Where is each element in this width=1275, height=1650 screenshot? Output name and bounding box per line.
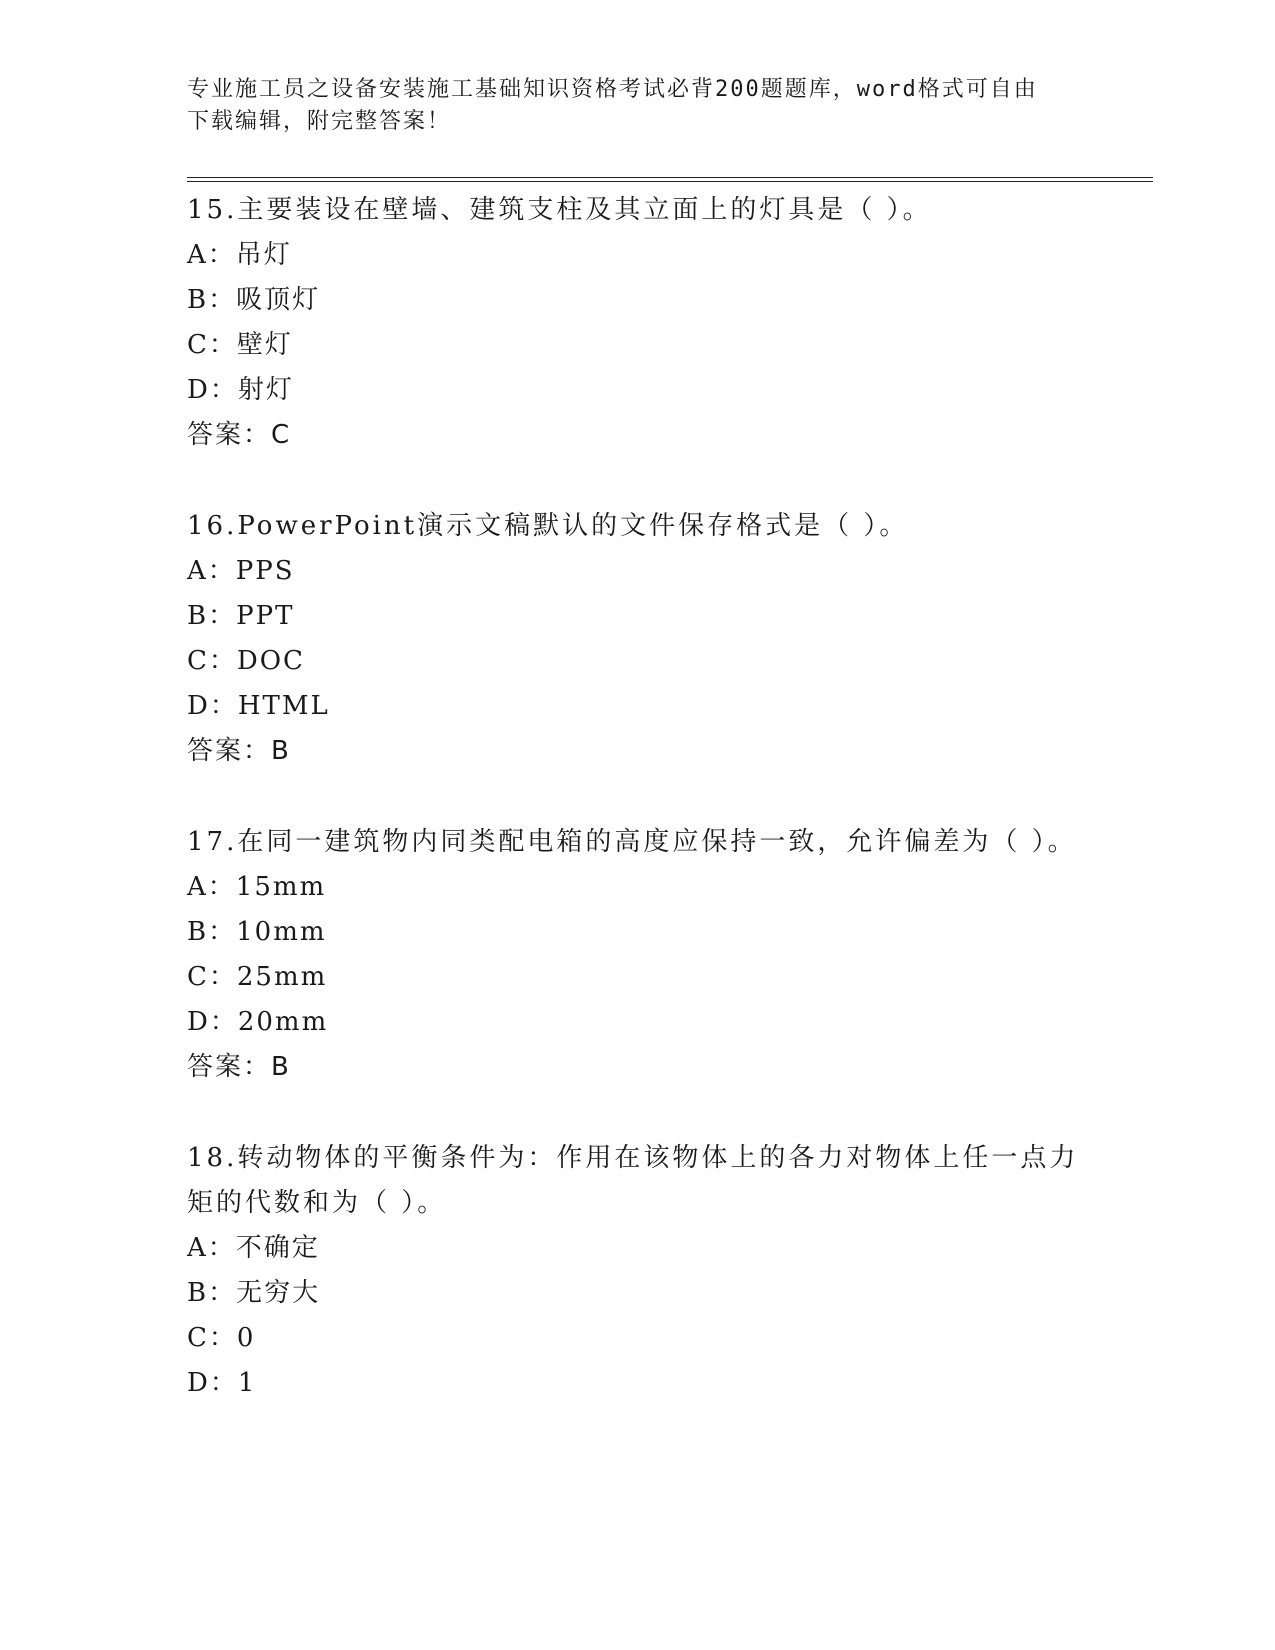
option-b: B：无穷大 (187, 1278, 321, 1308)
header-rule-bottom (187, 181, 1153, 182)
question-16 (187, 504, 1087, 774)
option-d: D：1 (187, 1368, 257, 1398)
question-text: 16.PowerPoint演示文稿默认的文件保存格式是（ ）。 (187, 511, 909, 541)
option-d: D：20mm (187, 1007, 329, 1037)
question-list (187, 188, 1087, 1452)
answer-text: 答案：C (187, 420, 292, 450)
question-15 (187, 188, 1087, 458)
question-17 (187, 820, 1087, 1090)
question-text: 15.主要装设在壁墙、建筑支柱及其立面上的灯具是（ ）。 (187, 195, 932, 225)
question-text: 18.转动物体的平衡条件为：作用在该物体上的各力对物体上任一点力矩的代数和为（ ）。 (187, 1143, 1079, 1218)
option-a: A：15mm (187, 872, 327, 902)
answer-text: 答案：B (187, 736, 291, 766)
option-b: B：吸顶灯 (187, 285, 321, 315)
answer-text: 答案：B (187, 1052, 291, 1082)
option-c: C：25mm (187, 962, 328, 992)
option-d: D：HTML (187, 691, 330, 721)
option-d: D：射灯 (187, 375, 294, 405)
option-c: C：0 (187, 1323, 256, 1353)
option-c: C：壁灯 (187, 330, 293, 360)
option-a: A：PPS (187, 556, 295, 586)
option-b: B：PPT (187, 601, 295, 631)
document-header (187, 74, 1067, 138)
option-b: B：10mm (187, 917, 327, 947)
option-c: C：DOC (187, 646, 305, 676)
question-18 (187, 1136, 1087, 1406)
question-text: 17.在同一建筑物内同类配电箱的高度应保持一致，允许偏差为（ ）。 (187, 827, 1077, 857)
header-rule-top (187, 177, 1153, 178)
option-a: A：吊灯 (187, 240, 292, 270)
header-line-2: 下载编辑，附完整答案！ (187, 109, 452, 134)
option-a: A：不确定 (187, 1233, 320, 1263)
header-line-1: 专业施工员之设备安装施工基础知识资格考试必背200题题库，word格式可自由 (187, 77, 1038, 102)
